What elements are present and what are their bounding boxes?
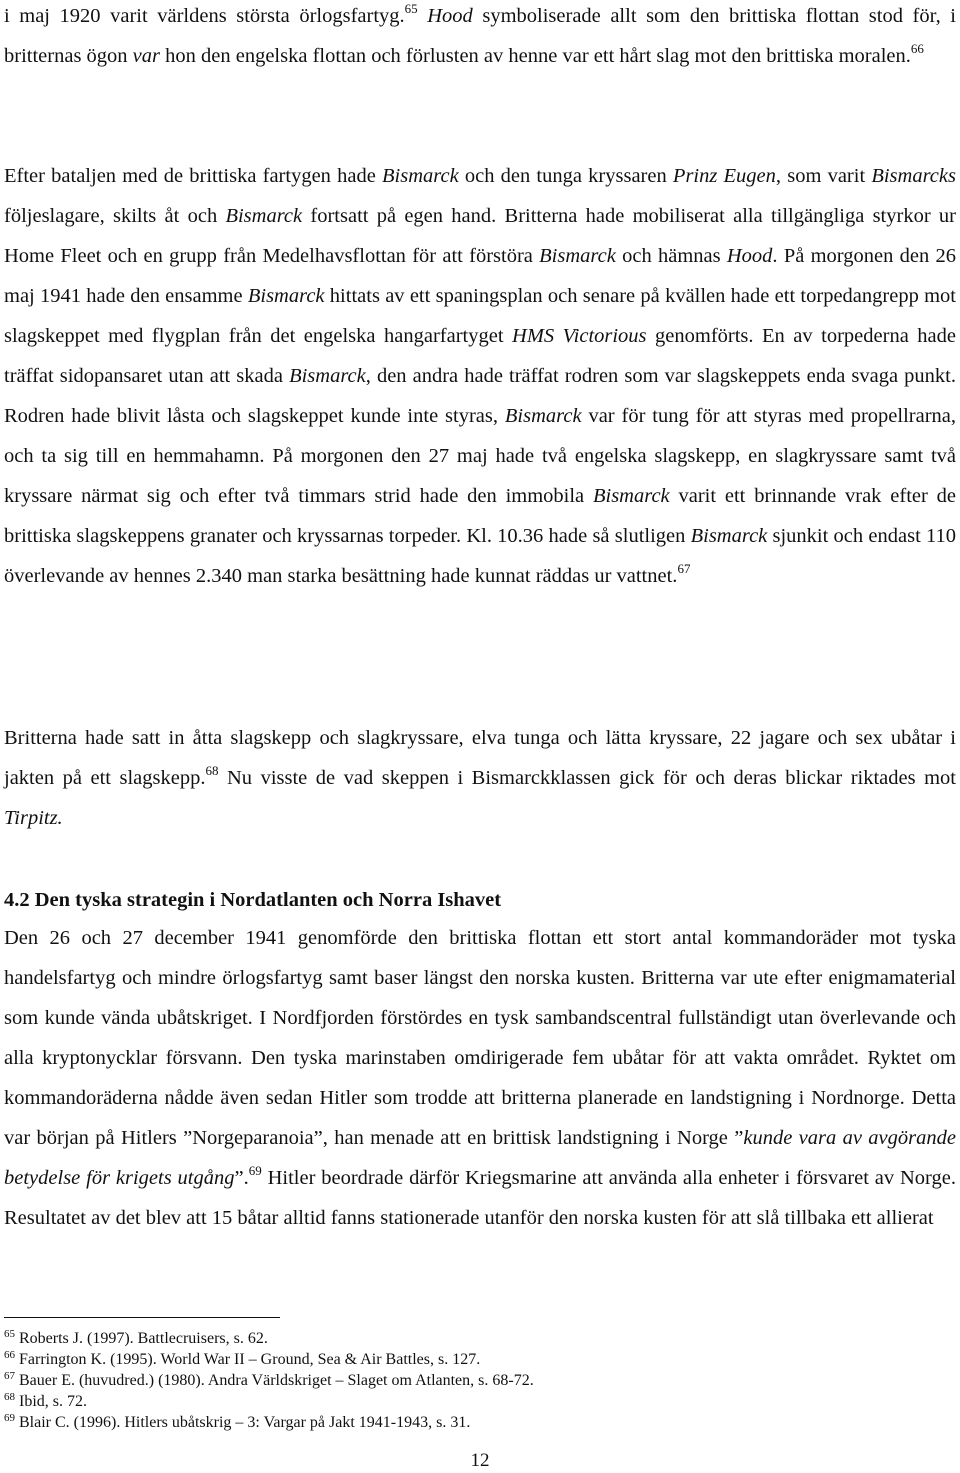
footnote-text: Ibid, s. 72. [19,1393,87,1410]
italic-text: kunde vara av avgörande betydelse för krigets utgång [4,1127,956,1189]
footnote-divider [4,1317,280,1318]
text-run [418,5,428,27]
italic-text: Bismarcks [871,165,956,187]
italic-text: Bismarck [592,485,670,507]
text-run: , den andra hade träffat rodren som var slagskeppets enda svaga punkt. Rodren hade blivit låsta och slagskeppet kunde inte styras, [4,365,956,427]
footnote-number: 69 [4,1412,15,1424]
page-number: 12 [470,1450,490,1471]
text-run: genomförts. En av torpederna hade träffat sidopansaret utan att skada [4,325,956,387]
text-run: Hitler beordrade därför Kriegsmarine att använda alla enheter i försvaret av Norge. Resultatet av det blev att 15 båtar alltid fanns stationerade utanför den norska kusten för att slå tillbaka ett allierat [4,1167,956,1229]
italic-text: Bismarck [247,285,325,307]
footnote-reference: 67 [677,561,691,576]
text-run: och den tunga kryssaren [458,165,673,187]
footnote-reference: 69 [248,1163,262,1178]
footnote-65 [4,1328,534,1349]
footnote-reference: 66 [910,41,924,56]
italic-text: Hood [726,245,773,267]
footnote-67 [4,1370,534,1391]
footnote-text: Bauer E. (huvudred.) (1980). Andra Världskriget – Slaget om Atlanten, s. 68-72. [19,1372,534,1389]
text-run: Nu visste de vad skeppen i Bismarckklassen gick för och deras blickar riktades mot [218,767,956,789]
paragraph-3 [4,718,956,838]
footnote-number: 68 [4,1391,15,1403]
footnote-reference: 68 [205,763,219,778]
footnote-number: 65 [4,1328,15,1340]
italic-text: Bismarck [504,405,582,427]
paragraph-1 [4,0,956,76]
italic-text: Bismarck [382,165,459,187]
italic-text: Bismarck [539,245,616,267]
text-run: i maj 1920 varit världens största örlogsfartyg. [4,5,405,27]
italic-text: Bismarck [690,525,768,547]
section-heading: 4.2 Den tyska strategin i Nordatlanten och Norra Ishavet [4,889,502,911]
text-run: Efter bataljen med de brittiska fartygen hade [4,165,382,187]
footnote-reference: 65 [404,1,418,16]
footnote-number: 67 [4,1370,15,1382]
text-run: fortsatt på egen hand. Britterna hade mobiliserat alla tillgängliga styrkor ur Home Fleet och en grupp från Medelhavsflottan för att förstöra [4,205,956,267]
text-run: sjunkit och endast 110 överlevande av hennes 2.340 man starka besättning hade kunnat räddas ur vattnet. [4,525,956,587]
text-run: och hämnas [615,245,727,267]
text-run: varit ett brinnande vrak efter de brittiska slagskeppens granater och kryssarnas torpeder. Kl. 10.36 hade så slutligen [4,485,956,547]
footnote-69 [4,1412,534,1433]
paragraph-4 [4,918,956,1238]
footnote-text: Farrington K. (1995). World War II – Ground, Sea & Air Battles, s. 127. [19,1351,481,1368]
text-run: hittats av ett spaningsplan och senare på kvällen hade ett torpedangrepp mot slagskeppet med flygplan från det engelska hangarfartyget [4,285,956,347]
footnote-number: 66 [4,1349,15,1361]
italic-text: HMS Victorious [512,325,647,347]
footnote-68 [4,1391,534,1412]
italic-text: Prinz Eugen [672,165,776,187]
italic-text: Tirpitz. [4,807,63,829]
italic-text: var [132,45,160,67]
footnote-text: Roberts J. (1997). Battlecruisers, s. 62. [19,1330,268,1347]
text-run: Britterna hade satt in åtta slagskepp och slagkryssare, elva tunga och lätta kryssare, 22 jagare och sex ubåtar i jakten på ett slagskepp. [4,727,956,789]
italic-text: Hood [427,5,473,27]
footnote-list [4,1328,534,1433]
footnote-text: Blair C. (1996). Hitlers ubåtskrig – 3: Vargar på Jakt 1941-1943, s. 31. [19,1414,471,1431]
text-run: ”. [234,1167,249,1189]
text-run: hon den engelska flottan och förlusten av henne var ett hårt slag mot den brittiska moralen. [160,45,911,67]
text-run: , som varit [775,165,872,187]
paragraph-2 [4,156,956,596]
footnote-66 [4,1349,534,1370]
text-run: följeslagare, skilts åt och [4,205,226,227]
text-run: var för tung för att styras med propellrarna, och ta sig till en hemmahamn. På morgonen den 27 maj hade två engelska slagskepp, en slagkryssare samt två kryssare närmat sig och efter två timmars strid hade den immobila [4,405,956,507]
text-run: Den 26 och 27 december 1941 genomförde den brittiska flottan ett stort antal kommandoräder mot tyska handelsfartyg och mindre örlogsfartyg samt baser längst den norska kusten. Britterna var ute efter enigmamaterial som kunde vända ubåtskriget. I Nordfjorden förstördes en tysk sambandscentral fullständigt utan överlevande och alla kryptonycklar försvann. Den tyska marinstaben omdirigerade fem ubåtar för att vakta området. Ryktet om kommandoräderna nådde även sedan Hitler som trodde att britterna planerade en landstigning i Nordnorge. Detta var början på Hitlers ”Norgeparanoia”, han menade att en brittisk landstigning i Norge ” [4,927,956,1149]
text-run: . På morgonen den 26 maj 1941 hade den ensamme [4,245,956,307]
text-run: symboliserade allt som den brittiska flottan stod för, i britternas ögon [4,5,956,67]
italic-text: Bismarck [289,365,366,387]
italic-text: Bismarck [225,205,303,227]
